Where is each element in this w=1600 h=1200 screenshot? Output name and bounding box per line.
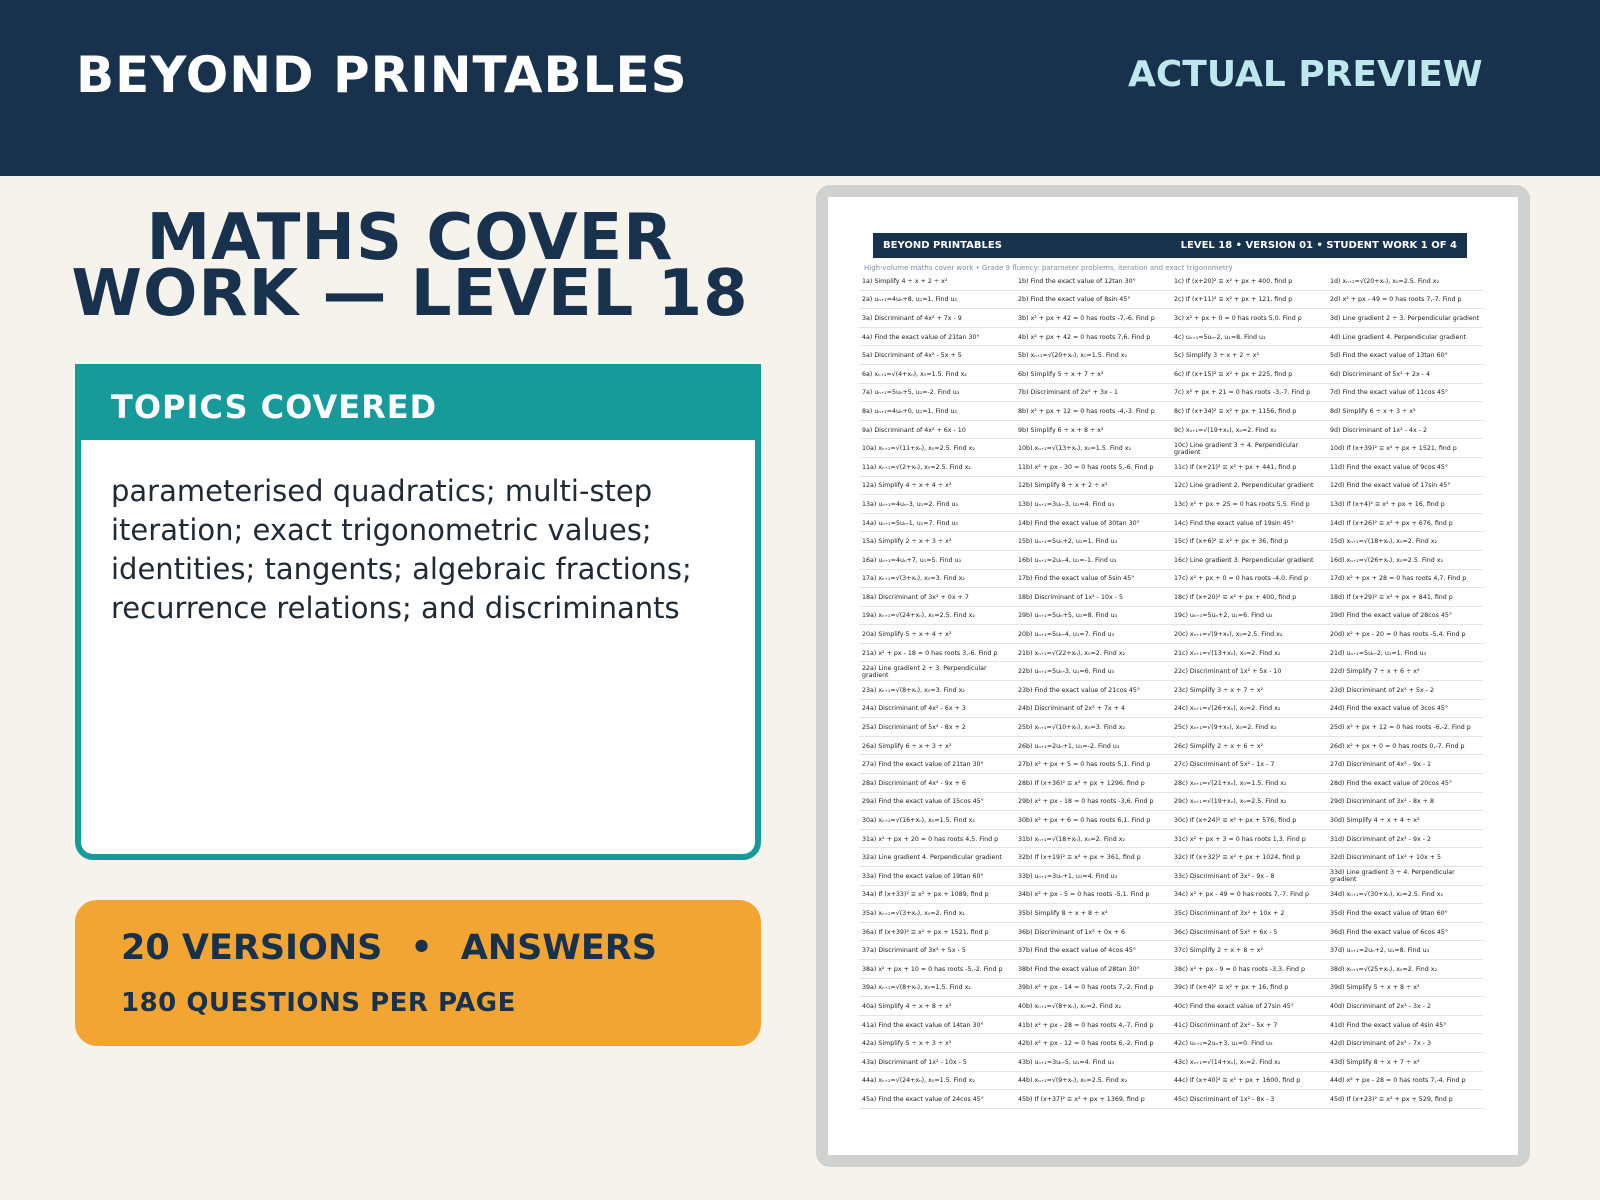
question-cell: 11a) xₙ₊₁=√(2+xₙ), x₀=2.5. Find x₂ [859,458,1015,477]
worksheet-header [873,233,1467,258]
question-cell: 35a) xₙ₊₁=√(3+xₙ), x₀=2. Find x₂ [859,904,1015,923]
question-cell: 12b) Simplify 8 ÷ x + 2 ÷ x² [1015,477,1171,496]
question-cell: 24a) Discriminant of 4x² - 6x + 3 [859,700,1015,719]
question-cell: 10a) xₙ₊₁=√(11+xₙ), x₀=2.5. Find x₂ [859,439,1015,458]
question-cell: 22b) uₙ₊₁=5uₙ-3, u₁=6. Find u₃ [1015,662,1171,681]
question-cell: 8d) Simplify 6 ÷ x + 3 ÷ x² [1327,402,1483,421]
worksheet-brand: BEYOND PRINTABLES [883,240,1002,251]
topics-heading: TOPICS COVERED [81,370,755,440]
page-title-line-2: WORK — LEVEL 18 [71,257,749,331]
question-cell: 41b) x² + px - 28 = 0 has roots 4,-7. Find p [1015,1016,1171,1035]
question-cell: 41d) Find the exact value of 4sin 45° [1327,1016,1483,1035]
question-cell: 44b) xₙ₊₁=√(9+xₙ), x₀=2.5. Find x₂ [1015,1072,1171,1091]
question-cell: 24b) Discriminant of 2x² + 7x + 4 [1015,700,1171,719]
question-cell: 27b) x² + px + 5 = 0 has roots 5,1. Find p [1015,755,1171,774]
question-cell: 13a) uₙ₊₁=4uₙ-3, u₁=2. Find u₃ [859,495,1015,514]
question-cell: 43a) Discriminant of 1x² - 10x - 5 [859,1053,1015,1072]
question-cell: 4a) Find the exact value of 21tan 30° [859,328,1015,347]
question-cell: 35c) Discriminant of 3x² + 10x + 2 [1171,904,1327,923]
question-cell: 30d) Simplify 4 ÷ x + 4 ÷ x² [1327,811,1483,830]
question-cell: 44c) If (x+40)² ≡ x² + px + 1600, find p [1171,1072,1327,1091]
question-cell: 38a) x² + px + 10 = 0 has roots -5,-2. Find p [859,960,1015,979]
question-cell: 33a) Find the exact value of 19tan 60° [859,867,1015,886]
question-cell: 22d) Simplify 7 ÷ x + 6 ÷ x² [1327,662,1483,681]
question-cell: 32a) Line gradient 4. Perpendicular gradient [859,848,1015,867]
question-cell: 1b) Find the exact value of 12tan 30° [1015,272,1171,291]
question-cell: 30c) If (x+24)² ≡ x² + px + 576, find p [1171,811,1327,830]
question-cell: 30a) xₙ₊₁=√(16+xₙ), x₀=1.5. Find x₂ [859,811,1015,830]
question-cell: 25d) x² + px + 12 = 0 has roots -6,-2. Find p [1327,718,1483,737]
question-cell: 6c) If (x+15)² ≡ x² + px + 225, find p [1171,365,1327,384]
question-cell: 20a) Simplify 5 ÷ x + 4 ÷ x² [859,625,1015,644]
question-cell: 7d) Find the exact value of 11cos 45° [1327,384,1483,403]
question-cell: 9d) Discriminant of 1x² - 4x - 2 [1327,421,1483,440]
question-cell: 2d) x² + px - 49 = 0 has roots 7,-7. Find p [1327,291,1483,310]
question-cell: 12a) Simplify 4 ÷ x + 4 ÷ x² [859,477,1015,496]
question-cell: 8b) x² + px + 12 = 0 has roots -4,-3. Find p [1015,402,1171,421]
question-cell: 28c) xₙ₊₁=√(21+xₙ), x₀=1.5. Find x₂ [1171,774,1327,793]
question-cell: 6b) Simplify 5 ÷ x + 7 ÷ x² [1015,365,1171,384]
top-banner [0,0,1600,176]
question-cell: 5a) Discriminant of 4x² - 5x + 5 [859,346,1015,365]
versions-badge [75,900,761,1046]
question-cell: 15c) If (x+6)² ≡ x² + px + 36, find p [1171,532,1327,551]
question-cell: 21a) x² + px - 18 = 0 has roots 3,-6. Find p [859,644,1015,663]
topics-description: parameterised quadratics; multi-step iteration; exact trigonometric values; identities; tangents; algebraic fractions; recurrence relations; and discriminants [111,474,692,625]
question-cell: 9b) Simplify 6 ÷ x + 8 ÷ x² [1015,421,1171,440]
question-cell: 37d) uₙ₊₁=2uₙ+2, u₁=8. Find u₃ [1327,941,1483,960]
question-cell: 21d) uₙ₊₁=5uₙ-2, u₁=1. Find u₃ [1327,644,1483,663]
question-cell: 15d) xₙ₊₁=√(18+xₙ), x₀=2. Find x₂ [1327,532,1483,551]
question-cell: 15a) Simplify 2 ÷ x + 3 ÷ x² [859,532,1015,551]
question-cell: 27d) Discriminant of 4x² - 9x - 1 [1327,755,1483,774]
question-cell: 36c) Discriminant of 5x² + 6x - 5 [1171,923,1327,942]
question-cell: 5d) Find the exact value of 13tan 60° [1327,346,1483,365]
question-grid [859,272,1483,1109]
question-cell: 27c) Discriminant of 5x² - 1x - 7 [1171,755,1327,774]
question-cell: 18d) If (x+29)² ≡ x² + px + 841, find p [1327,588,1483,607]
question-cell: 7c) x² + px + 21 = 0 has roots -3,-7. Find p [1171,384,1327,403]
question-cell: 35b) Simplify 8 ÷ x + 8 ÷ x² [1015,904,1171,923]
question-cell: 9c) xₙ₊₁=√(19+xₙ), x₀=2. Find x₂ [1171,421,1327,440]
question-cell: 35d) Find the exact value of 9tan 60° [1327,904,1483,923]
question-cell: 1a) Simplify 4 ÷ x + 2 ÷ x² [859,272,1015,291]
question-cell: 20c) xₙ₊₁=√(9+xₙ), x₀=2.5. Find x₂ [1171,625,1327,644]
question-cell: 43b) uₙ₊₁=3uₙ-5, u₁=4. Find u₃ [1015,1053,1171,1072]
question-cell: 39a) xₙ₊₁=√(8+xₙ), x₀=1.5. Find x₂ [859,979,1015,998]
question-cell: 40b) xₙ₊₁=√(8+xₙ), x₀=2. Find x₂ [1015,997,1171,1016]
question-cell: 17b) Find the exact value of 5sin 45° [1015,570,1171,589]
question-cell: 34a) If (x+33)² ≡ x² + px + 1089, find p [859,886,1015,905]
question-cell: 44a) xₙ₊₁=√(24+xₙ), x₀=1.5. Find x₂ [859,1072,1015,1091]
question-cell: 42b) x² + px - 12 = 0 has roots 6,-2. Find p [1015,1034,1171,1053]
question-cell: 9a) Discriminant of 4x² + 6x - 10 [859,421,1015,440]
question-cell: 19b) uₙ₊₁=5uₙ+5, u₁=8. Find u₃ [1015,607,1171,626]
question-cell: 38d) xₙ₊₁=√(25+xₙ), x₀=2. Find x₂ [1327,960,1483,979]
question-cell: 42a) Simplify 5 ÷ x + 3 ÷ x² [859,1034,1015,1053]
question-cell: 11b) x² + px - 30 = 0 has roots 5,-6. Find p [1015,458,1171,477]
question-cell: 32b) If (x+19)² ≡ x² + px + 361, find p [1015,848,1171,867]
question-cell: 10c) Line gradient 3 ÷ 4. Perpendicular gradient [1171,439,1327,458]
question-cell: 36a) If (x+39)² ≡ x² + px + 1521, find p [859,923,1015,942]
question-cell: 2a) uₙ₊₁=4uₙ+8, u₁=1. Find u₃ [859,291,1015,310]
badge-headline [121,928,657,968]
question-cell: 13c) x² + px + 25 = 0 has roots 5,5. Find p [1171,495,1327,514]
question-cell: 13d) If (x+4)² ≡ x² + px + 16, find p [1327,495,1483,514]
question-cell: 23d) Discriminant of 2x² + 5x - 2 [1327,681,1483,700]
question-cell: 29c) xₙ₊₁=√(19+xₙ), x₀=2.5. Find x₂ [1171,793,1327,812]
answers-label: ANSWERS [460,928,657,968]
question-cell: 1d) xₙ₊₁=√(20+xₙ), x₀=2.5. Find x₂ [1327,272,1483,291]
question-cell: 29d) Discriminant of 3x² - 8x + 8 [1327,793,1483,812]
question-cell: 37a) Discriminant of 3x² + 5x - 5 [859,941,1015,960]
question-cell: 40d) Discriminant of 2x² - 3x - 2 [1327,997,1483,1016]
question-cell: 5c) Simplify 3 ÷ x + 2 ÷ x² [1171,346,1327,365]
question-cell: 31a) x² + px + 20 = 0 has roots 4,5. Find p [859,830,1015,849]
question-cell: 26b) uₙ₊₁=2uₙ+1, u₁=-2. Find u₃ [1015,737,1171,756]
question-cell: 26a) Simplify 6 ÷ x + 3 ÷ x² [859,737,1015,756]
question-cell: 13b) uₙ₊₁=3uₙ-3, u₁=4. Find u₃ [1015,495,1171,514]
question-cell: 34c) x² + px - 49 = 0 has roots 7,-7. Find p [1171,886,1327,905]
question-cell: 39d) Simplify 5 ÷ x + 8 ÷ x² [1327,979,1483,998]
questions-count-label: 180 QUESTIONS PER PAGE [121,988,516,1018]
worksheet-level-info: LEVEL 18 • VERSION 01 • STUDENT WORK 1 OF 4 [1180,240,1457,251]
question-cell: 37c) Simplify 2 ÷ x + 8 ÷ x² [1171,941,1327,960]
bullet-separator: • [410,928,433,968]
versions-label: 20 VERSIONS [121,928,383,968]
question-cell: 22c) Discriminant of 1x² + 5x - 10 [1171,662,1327,681]
question-cell: 30b) x² + px + 6 = 0 has roots 6,1. Find p [1015,811,1171,830]
question-cell: 15b) uₙ₊₁=5uₙ+2, u₁=1. Find u₃ [1015,532,1171,551]
question-cell: 36b) Discriminant of 1x² + 0x + 6 [1015,923,1171,942]
worksheet-subtitle: High-volume maths cover work • Grade 9 fluency: parameter problems, iteration and exact trigonometry [864,264,1233,272]
question-cell: 25a) Discriminant of 5x² - 8x + 2 [859,718,1015,737]
question-cell: 42c) uₙ₊₁=2uₙ+3, u₁=0. Find u₃ [1171,1034,1327,1053]
question-cell: 24c) xₙ₊₁=√(26+xₙ), x₀=2. Find x₂ [1171,700,1327,719]
question-cell: 44d) x² + px - 28 = 0 has roots 7,-4. Find p [1327,1072,1483,1091]
question-cell: 4c) uₙ₊₁=5uₙ-2, u₁=8. Find u₃ [1171,328,1327,347]
question-cell: 26d) x² + px + 0 = 0 has roots 0,-7. Find p [1327,737,1483,756]
question-cell: 19c) uₙ₊₁=5uₙ+2, u₁=6. Find u₃ [1171,607,1327,626]
question-cell: 8c) If (x+34)² ≡ x² + px + 1156, find p [1171,402,1327,421]
question-cell: 11c) If (x+21)² ≡ x² + px + 441, find p [1171,458,1327,477]
question-cell: 20b) uₙ₊₁=5uₙ-4, u₁=7. Find u₃ [1015,625,1171,644]
question-cell: 3d) Line gradient 2 ÷ 3. Perpendicular gradient [1327,309,1483,328]
question-cell: 34b) x² + px - 5 = 0 has roots -5,1. Find p [1015,886,1171,905]
question-cell: 40a) Simplify 4 ÷ x + 8 ÷ x² [859,997,1015,1016]
question-cell: 45b) If (x+37)² ≡ x² + px + 1369, find p [1015,1090,1171,1109]
question-cell: 8a) uₙ₊₁=4uₙ+0, u₁=1. Find u₃ [859,402,1015,421]
question-cell: 23c) Simplify 3 ÷ x + 7 ÷ x² [1171,681,1327,700]
question-cell: 42d) Discriminant of 2x² - 7x - 3 [1327,1034,1483,1053]
question-cell: 12c) Line gradient 2. Perpendicular gradient [1171,477,1327,496]
question-cell: 28a) Discriminant of 4x² - 9x + 6 [859,774,1015,793]
question-cell: 17a) xₙ₊₁=√(3+xₙ), x₀=3. Find x₂ [859,570,1015,589]
question-cell: 29b) x² + px - 18 = 0 has roots -3,6. Find p [1015,793,1171,812]
question-cell: 3a) Discriminant of 4x² + 7x - 9 [859,309,1015,328]
worksheet-page [828,197,1518,1155]
question-cell: 19a) xₙ₊₁=√(24+xₙ), x₀=2.5. Find x₂ [859,607,1015,626]
question-cell: 2b) Find the exact value of 8sin 45° [1015,291,1171,310]
question-cell: 26c) Simplify 2 ÷ x + 6 ÷ x² [1171,737,1327,756]
question-cell: 32d) Discriminant of 1x² + 10x + 5 [1327,848,1483,867]
question-cell: 45a) Find the exact value of 24cos 45° [859,1090,1015,1109]
question-cell: 10d) If (x+39)² ≡ x² + px + 1521, find p [1327,439,1483,458]
question-cell: 45c) Discriminant of 1x² - 8x - 3 [1171,1090,1327,1109]
question-cell: 11d) Find the exact value of 9cos 45° [1327,458,1483,477]
question-cell: 17d) x² + px + 28 = 0 has roots 4,7. Find p [1327,570,1483,589]
question-cell: 37b) Find the exact value of 4cos 45° [1015,941,1171,960]
question-cell: 23a) xₙ₊₁=√(8+xₙ), x₀=3. Find x₂ [859,681,1015,700]
question-cell: 17c) x² + px + 0 = 0 has roots -4,0. Find p [1171,570,1327,589]
question-cell: 33c) Discriminant of 3x² - 9x - 8 [1171,867,1327,886]
question-cell: 33b) uₙ₊₁=3uₙ+1, u₁=4. Find u₃ [1015,867,1171,886]
question-cell: 24d) Find the exact value of 3cos 45° [1327,700,1483,719]
brand-title: BEYOND PRINTABLES [76,46,688,104]
question-cell: 25b) xₙ₊₁=√(10+xₙ), x₀=3. Find x₂ [1015,718,1171,737]
question-cell: 43c) xₙ₊₁=√(14+xₙ), x₀=2. Find x₂ [1171,1053,1327,1072]
question-cell: 27a) Find the exact value of 21tan 30° [859,755,1015,774]
question-cell: 7b) Discriminant of 2x² + 3x - 1 [1015,384,1171,403]
question-cell: 7a) uₙ₊₁=5uₙ+5, u₁=-2. Find u₃ [859,384,1015,403]
question-cell: 31b) xₙ₊₁=√(18+xₙ), x₀=2. Find x₂ [1015,830,1171,849]
question-cell: 22a) Line gradient 2 ÷ 3. Perpendicular gradient [859,662,1015,681]
question-cell: 4d) Line gradient 4. Perpendicular gradient [1327,328,1483,347]
question-cell: 31d) Discriminant of 2x² - 9x - 2 [1327,830,1483,849]
question-cell: 33d) Line gradient 3 ÷ 4. Perpendicular gradient [1327,867,1483,886]
question-cell: 28d) Find the exact value of 20cos 45° [1327,774,1483,793]
question-cell: 41a) Find the exact value of 14tan 30° [859,1016,1015,1035]
question-cell: 36d) Find the exact value of 6cos 45° [1327,923,1483,942]
question-cell: 19d) Find the exact value of 28cos 45° [1327,607,1483,626]
question-cell: 10b) xₙ₊₁=√(13+xₙ), x₀=1.5. Find x₂ [1015,439,1171,458]
question-cell: 18c) If (x+20)² ≡ x² + px + 400, find p [1171,588,1327,607]
question-cell: 18a) Discriminant of 3x² + 0x + 7 [859,588,1015,607]
question-cell: 6a) xₙ₊₁=√(4+xₙ), x₀=1.5. Find x₂ [859,365,1015,384]
question-cell: 38c) x² + px - 9 = 0 has roots -3,3. Find p [1171,960,1327,979]
question-cell: 18b) Discriminant of 1x² - 10x - 5 [1015,588,1171,607]
question-cell: 14d) If (x+26)² ≡ x² + px + 676, find p [1327,514,1483,533]
question-cell: 4b) x² + px + 42 = 0 has roots 7,6. Find p [1015,328,1171,347]
question-cell: 3b) x² + px + 42 = 0 has roots -7,-6. Find p [1015,309,1171,328]
question-cell: 16d) xₙ₊₁=√(26+xₙ), x₀=2.5. Find x₂ [1327,551,1483,570]
question-cell: 34d) xₙ₊₁=√(30+xₙ), x₀=2.5. Find x₂ [1327,886,1483,905]
question-cell: 39c) If (x+4)² ≡ x² + px + 16, find p [1171,979,1327,998]
question-cell: 6d) Discriminant of 5x² + 2x - 4 [1327,365,1483,384]
question-cell: 38b) Find the exact value of 28tan 30° [1015,960,1171,979]
worksheet-preview-frame [816,185,1530,1167]
question-cell: 40c) Find the exact value of 27sin 45° [1171,997,1327,1016]
topics-card [75,364,761,860]
question-cell: 39b) x² + px - 14 = 0 has roots 7,-2. Find p [1015,979,1171,998]
question-cell: 14c) Find the exact value of 19sin 45° [1171,514,1327,533]
question-cell: 16a) uₙ₊₁=4uₙ+7, u₁=5. Find u₃ [859,551,1015,570]
question-cell: 41c) Discriminant of 2x² - 5x + 7 [1171,1016,1327,1035]
page-title-line-1: MATHS COVER [146,201,674,275]
question-cell: 21b) xₙ₊₁=√(22+xₙ), x₀=2. Find x₂ [1015,644,1171,663]
question-cell: 43d) Simplify 8 ÷ x + 7 ÷ x² [1327,1053,1483,1072]
question-cell: 16b) uₙ₊₁=2uₙ-4, u₁=-1. Find u₃ [1015,551,1171,570]
question-cell: 16c) Line gradient 3. Perpendicular gradient [1171,551,1327,570]
question-cell: 5b) xₙ₊₁=√(20+xₙ), x₀=1.5. Find x₂ [1015,346,1171,365]
question-cell: 3c) x² + px + 0 = 0 has roots 5,0. Find p [1171,309,1327,328]
question-cell: 25c) xₙ₊₁=√(9+xₙ), x₀=2. Find x₂ [1171,718,1327,737]
question-cell: 20d) x² + px - 20 = 0 has roots -5,4. Find p [1327,625,1483,644]
preview-label: ACTUAL PREVIEW [1128,54,1483,95]
question-cell: 21c) xₙ₊₁=√(13+xₙ), x₀=2. Find x₂ [1171,644,1327,663]
question-cell: 45d) If (x+23)² ≡ x² + px + 529, find p [1327,1090,1483,1109]
question-cell: 2c) If (x+11)² ≡ x² + px + 121, find p [1171,291,1327,310]
question-cell: 23b) Find the exact value of 21cos 45° [1015,681,1171,700]
question-cell: 31c) x² + px + 3 = 0 has roots 1,3. Find p [1171,830,1327,849]
page-title [60,201,760,331]
question-cell: 1c) If (x+20)² ≡ x² + px + 400, find p [1171,272,1327,291]
question-cell: 29a) Find the exact value of 15cos 45° [859,793,1015,812]
question-cell: 12d) Find the exact value of 17sin 45° [1327,477,1483,496]
question-cell: 28b) If (x+36)² ≡ x² + px + 1296, find p [1015,774,1171,793]
question-cell: 14b) Find the exact value of 30tan 30° [1015,514,1171,533]
question-cell: 32c) If (x+32)² ≡ x² + px + 1024, find p [1171,848,1327,867]
question-cell: 14a) uₙ₊₁=5uₙ-1, u₁=7. Find u₃ [859,514,1015,533]
